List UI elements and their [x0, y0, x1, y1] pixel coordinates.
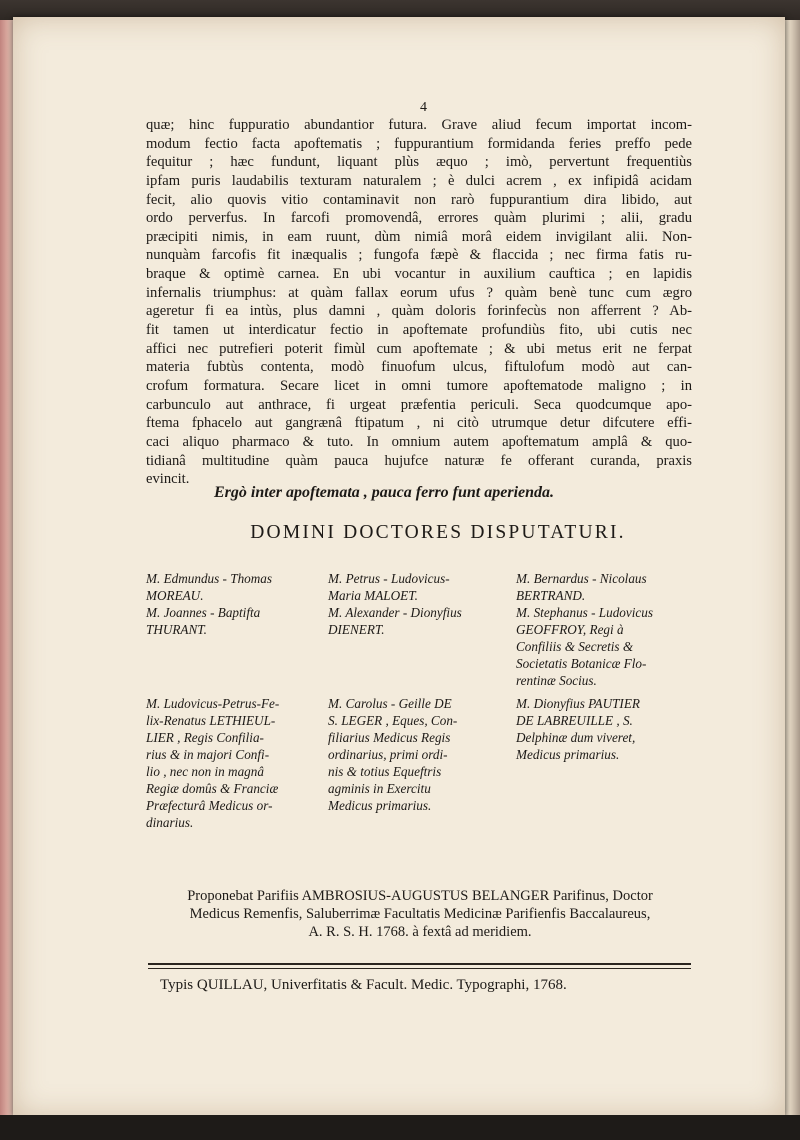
doctor-line: lix-Renatus LETHIEUL- — [146, 713, 276, 728]
body-text — [146, 116, 692, 489]
body-line: caci aliquo pharmaco & tuto. In omnium autem apoftematum amplâ & quo- — [146, 433, 692, 450]
doctor-line: nis & totius Equeftris — [328, 764, 442, 779]
thesis-conclusion: Ergò inter apoftemata , pauca ferro funt aperienda. — [214, 484, 555, 501]
doctor-line: M. Ludovicus-Petrus-Fe- — [146, 696, 280, 711]
body-line: infernalis triumphus: at quàm fallax eorum ufus ? quàm benè tunc cum ægro — [146, 284, 692, 301]
doctors-column-3-bottom — [516, 695, 696, 763]
doctor-line: M. Joannes - Baptifta — [146, 605, 261, 620]
doctor-line: M. Edmundus - Thomas — [146, 571, 273, 586]
body-line: carbunculo aut anthrace, fi urgeat præfentia periculi. Seca quodcumque apo- — [146, 396, 692, 413]
body-line: evincit. — [146, 471, 190, 488]
doctors-heading: DOMINI DOCTORES DISPUTATURI. — [250, 522, 626, 543]
doctor-line: Confiliis & Secretis & — [516, 639, 634, 654]
page-number: 4 — [420, 100, 427, 115]
doctor-line: THURANT. — [146, 622, 207, 637]
doctor-line: M. Dionyfius PAUTIER — [516, 696, 640, 711]
doctor-line: dinarius. — [146, 815, 194, 830]
doctor-line: Regiæ domûs & Franciæ — [146, 781, 279, 796]
doctors-column-2-bottom — [328, 695, 508, 814]
doctors-column-1-top — [146, 570, 331, 638]
body-line: modum fectio facta apoftematis ; fuppurantium formidanda feries preffo pede — [146, 135, 692, 152]
body-line: fequitur ; hæc fundunt, liquant plùs æquo ; imò, pervertunt frequentiùs — [146, 154, 692, 171]
doctor-line: DIENERT. — [328, 622, 385, 637]
doctor-line: rius & in majori Confi- — [146, 747, 270, 762]
doctor-line: Maria MALOET. — [328, 588, 418, 603]
doctor-line: lio , nec non in magnâ — [146, 764, 264, 779]
footer-rule-thick — [148, 963, 691, 965]
body-line: ipfam puris laudabilis texturam naturalem ; è dulci acrem , ex infipidâ acidam — [146, 172, 692, 189]
doctors-column-1-bottom — [146, 695, 331, 831]
doctor-line: M. Alexander - Dionyfius — [328, 605, 462, 620]
body-line: ftema fphacelo aut gangrænâ ftipatum , ni citò utrumque detur difcutere effi- — [146, 415, 692, 432]
body-line: crofum formatura. Secare licet in omni tumore apoftematode maligno ; in — [146, 377, 692, 394]
doctor-line: Medicus primarius. — [516, 747, 620, 762]
doctor-line: rentinæ Socius. — [516, 673, 597, 688]
doctor-line: M. Carolus - Geille DE — [328, 696, 452, 711]
doctor-line: filiarius Medicus Regis — [328, 730, 451, 745]
doctors-column-2-top — [328, 570, 508, 638]
doctor-line: ordinarius, primi ordi- — [328, 747, 448, 762]
body-line: quæ; hinc fuppuratio abundantior futura. Grave aliud fecum importat incom- — [146, 117, 692, 133]
doctors-column-3-top — [516, 570, 696, 689]
doctor-line: MOREAU. — [146, 588, 204, 603]
doctor-line: M. Bernardus - Nicolaus — [516, 571, 647, 586]
doctor-line: M. Petrus - Ludovicus- — [328, 571, 450, 586]
doctor-line: Medicus primarius. — [328, 798, 432, 813]
doctor-line: Delphinæ dum viveret, — [516, 730, 636, 745]
doctor-line: GEOFFROY, Regi à — [516, 622, 624, 637]
body-line: nunquàm farcofis fit inæqualis ; fungofa fæpè & flaccida ; nec firma fatis ru- — [146, 247, 692, 264]
doctor-line: BERTRAND. — [516, 588, 586, 603]
doctor-line: M. Stephanus - Ludovicus — [516, 605, 653, 620]
doctor-line: S. LEGER , Eques, Con- — [328, 713, 458, 728]
body-line: braque & optimè carnea. En ubi vocantur in auxilium cauftica ; en lapidis — [146, 266, 692, 283]
doctor-line: Societatis Botanicæ Flo- — [516, 656, 647, 671]
body-line: fecit, alio quovis vitio contaminavit non rarò fuppurantium dira libido, aut — [146, 191, 692, 208]
proponebat-line: Proponebat Parifiis AMBROSIUS-AUGUSTUS BELANGER Parifinus, Doctor — [187, 888, 653, 904]
proponebat-line: A. R. S. H. 1768. à fextâ ad meridiem. — [308, 924, 532, 940]
footer-rule-thin — [148, 968, 691, 969]
body-line: præcipiti nimis, in eam ruunt, dùm nimiâ morâ eidem invigilant alii. Non- — [146, 228, 692, 245]
body-line: ageretur fi ea intùs, plus damni , quàm doloris forinfecùs non afferrent ? Ab- — [146, 303, 692, 320]
proponebat-notice — [150, 887, 690, 941]
body-line: ordo perverfus. In farcofi promovendâ, errores quàm plurimi ; alii, gradu — [146, 210, 692, 227]
body-line: tidianâ multitudine quàm pauca hujufce naturæ fe offerant curanda, praxis — [146, 452, 692, 469]
printer-imprint: Typis QUILLAU, Univerfitatis & Facult. Medic. Typographi, 1768. — [160, 977, 567, 993]
doctor-line: Præfecturâ Medicus or- — [146, 798, 273, 813]
bottom-shadow — [0, 1115, 800, 1140]
body-line: fit tamen ut interdicatur fectio in apoftemate profundiùs fito, ubi cutis nec — [146, 322, 692, 339]
body-line: affici nec putrefieri poterit fimùl cum apoftemate ; & ubi metus erit ne ferpat — [146, 340, 692, 357]
body-line: materia fubtùs contenta, modò finuofum ulcus, fiftulofum modò aut can- — [146, 359, 692, 376]
doctor-line: LIER , Regis Confilia- — [146, 730, 264, 745]
proponebat-line: Medicus Remenfis, Saluberrimæ Facultatis Medicinæ Parifienfis Baccalaureus, — [189, 906, 651, 922]
doctor-line: DE LABREUILLE , S. — [516, 713, 633, 728]
doctor-line: agminis in Exercitu — [328, 781, 431, 796]
